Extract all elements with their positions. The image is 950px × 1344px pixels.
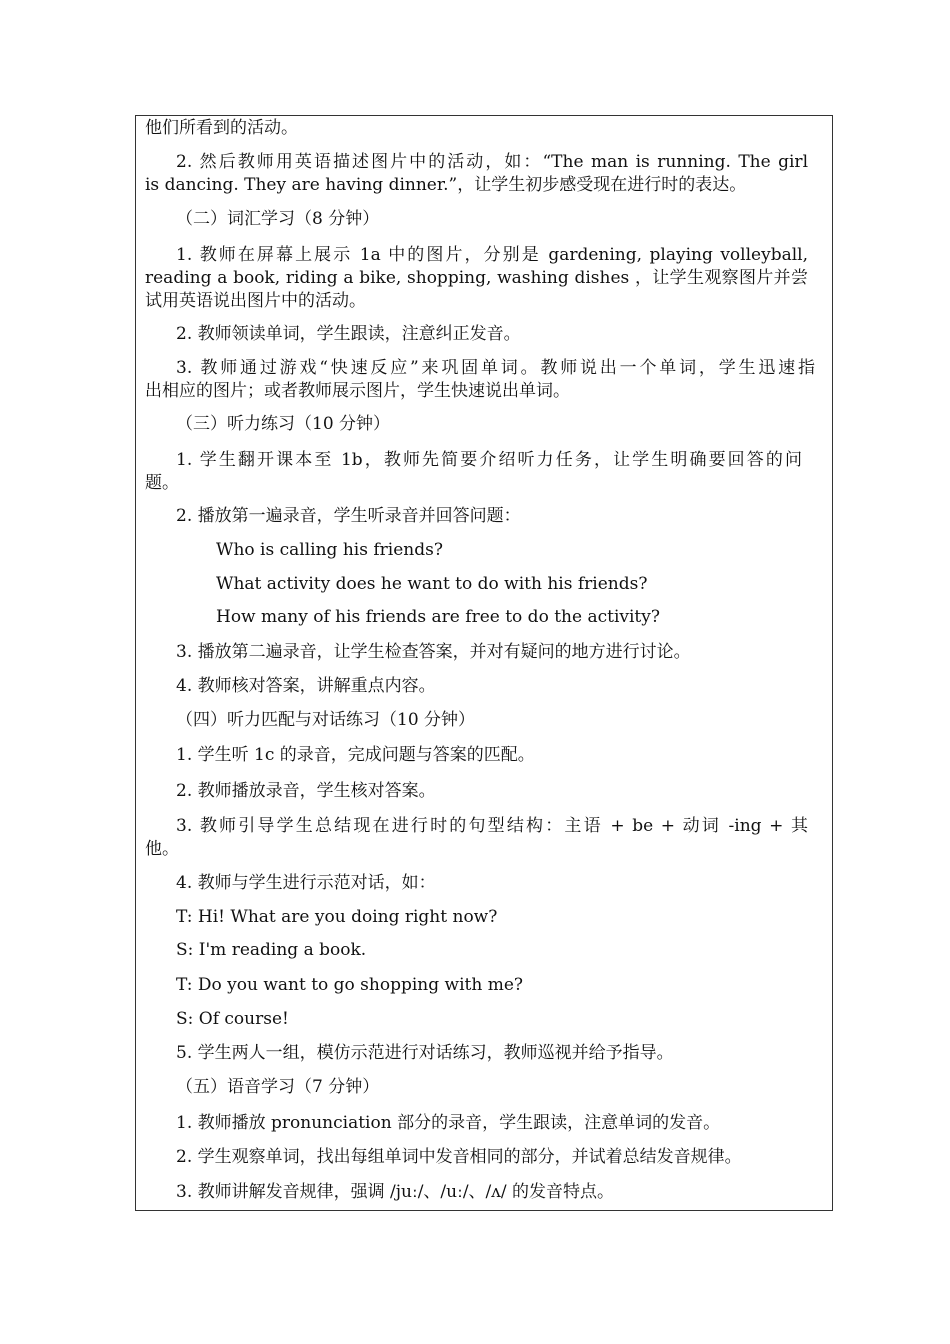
text-line: 3. 教师引导学生总结现在进行时的句型结构：主语 + be + 动词 -ing + 其: [176, 816, 808, 836]
text-line: 3. 教师讲解发音规律，强调 /juː/、/uː/、/ʌ/ 的发音特点。: [176, 1182, 615, 1202]
text-line: 3. 播放第二遍录音，让学生检查答案，并对有疑问的地方进行讨论。: [176, 642, 691, 662]
section-heading-matching: （四）听力匹配与对话练习（10 分钟）: [176, 710, 476, 730]
text-line: 1. 学生听 1c 的录音，完成问题与答案的匹配。: [176, 745, 535, 765]
section-heading-listening: （三）听力练习（10 分钟）: [176, 414, 391, 434]
text-line: 2. 教师领读单词，学生跟读，注意纠正发音。: [176, 324, 521, 344]
dialogue-line: T: Do you want to go shopping with me?: [176, 975, 523, 995]
text-line: 2. 然后教师用英语描述图片中的活动，如：“The man is running. The girl: [176, 152, 808, 172]
text-line: 4. 教师与学生进行示范对话，如：: [176, 873, 436, 893]
text-line: 1. 教师在屏幕上展示 1a 中的图片，分别是 gardening, playing volleyball,: [176, 245, 808, 265]
text-line: 1. 教师播放 pronunciation 部分的录音，学生跟读，注意单词的发音。: [176, 1113, 721, 1133]
text-line: 出相应的图片；或者教师展示图片，学生快速说出单词。: [145, 381, 570, 401]
text-line: reading a book, riding a bike, shopping, washing dishes ，让学生观察图片并尝: [145, 268, 808, 288]
text-line: 3. 教师通过游戏“快速反应”来巩固单词。教师说出一个单词，学生迅速指: [176, 358, 815, 378]
dialogue-line: S: Of course!: [176, 1009, 289, 1029]
question-line: Who is calling his friends?: [216, 540, 443, 560]
dialogue-line: T: Hi! What are you doing right now?: [176, 907, 498, 927]
section-heading-vocabulary: （二）词汇学习（8 分钟）: [176, 209, 380, 229]
text-line: is dancing. They are having dinner.”，让学生初步感受现在进行时的表达。: [145, 175, 747, 195]
text-line: 2. 教师播放录音，学生核对答案。: [176, 781, 436, 801]
text-line: 2. 播放第一遍录音，学生听录音并回答问题：: [176, 506, 521, 526]
question-line: How many of his friends are free to do the activity?: [216, 607, 660, 627]
text-line: 4. 教师核对答案，讲解重点内容。: [176, 676, 436, 696]
text-line: 5. 学生两人一组，模仿示范进行对话练习，教师巡视并给予指导。: [176, 1043, 674, 1063]
text-line: 2. 学生观察单词，找出每组单词中发音相同的部分，并试着总结发音规律。: [176, 1147, 742, 1167]
text-line: 他。: [145, 839, 179, 859]
section-heading-pronunciation: （五）语音学习（7 分钟）: [176, 1077, 380, 1097]
text-line: 题。: [145, 473, 179, 493]
text-line: 试用英语说出图片中的活动。: [145, 291, 366, 311]
question-line: What activity does he want to do with his friends?: [216, 574, 648, 594]
dialogue-line: S: I'm reading a book.: [176, 940, 367, 960]
text-line: 1. 学生翻开课本至 1b，教师先简要介绍听力任务，让学生明确要回答的问: [176, 450, 802, 470]
text-line: 他们所看到的活动。: [145, 118, 298, 138]
